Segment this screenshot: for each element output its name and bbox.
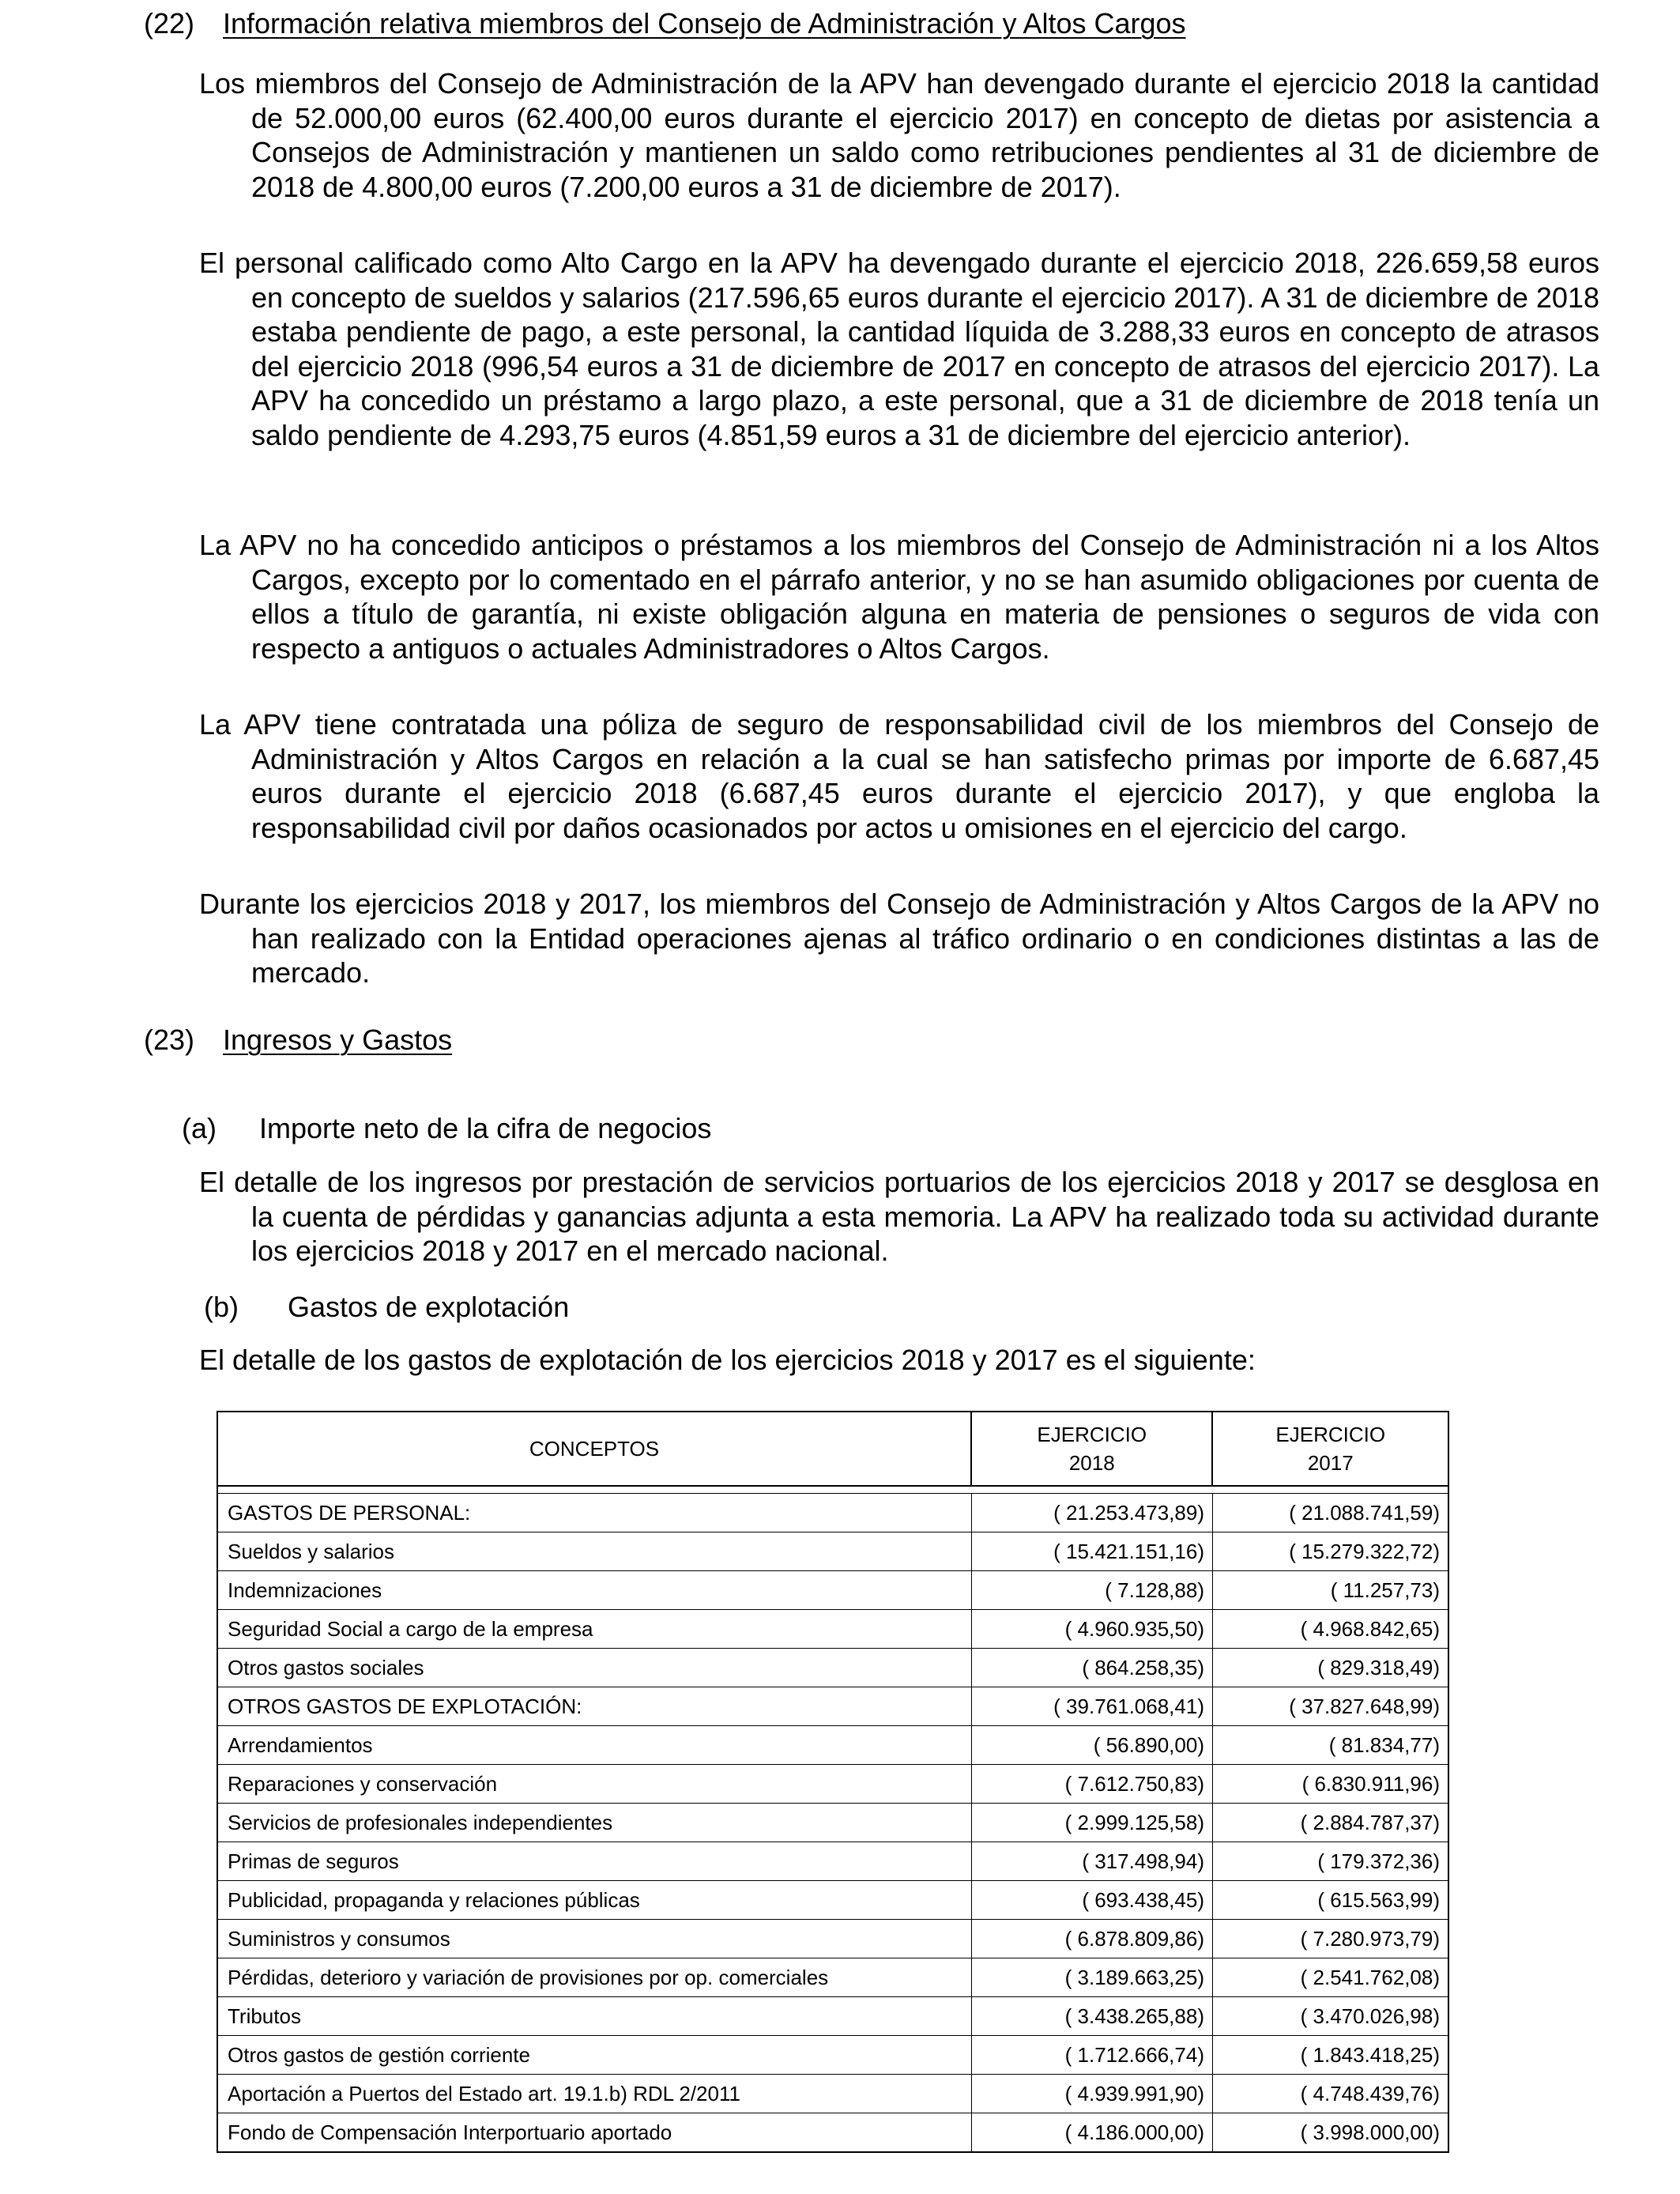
row-value-2018: ( 4.186.000,00) — [971, 2113, 1212, 2153]
row-value-2018: ( 1.712.666,74) — [971, 2036, 1212, 2075]
row-label: Seguridad Social a cargo de la empresa — [217, 1610, 971, 1649]
subsection-b-heading — [204, 1291, 569, 1323]
row-label: GASTOS DE PERSONAL: — [217, 1494, 971, 1532]
row-label: Publicidad, propaganda y relaciones públicas — [217, 1881, 971, 1920]
section-title: Información relativa miembros del Consejo de Administración y Altos Cargos — [223, 7, 1186, 40]
row-value-2018: ( 39.761.068,41) — [971, 1687, 1212, 1726]
subsection-a-heading — [182, 1113, 711, 1144]
paragraph: Durante los ejercicios 2018 y 2017, los miembros del Consejo de Administración y Altos Cargos de la APV no han realizado con la Entidad operaciones ajenas al tráfico ordinario o en condiciones distintas a las de mercado. — [199, 888, 1599, 989]
row-value-2018: ( 693.438,45) — [971, 1881, 1212, 1920]
row-value-2018: ( 864.258,35) — [971, 1649, 1212, 1687]
row-value-2018: ( 15.421.151,16) — [971, 1532, 1212, 1571]
section-title: Ingresos y Gastos — [223, 1023, 453, 1056]
row-value-2018: ( 4.960.935,50) — [971, 1610, 1212, 1649]
paragraph: El personal calificado como Alto Cargo en la APV ha devengado durante el ejercicio 2018, 226.659,58 euros en concepto de sueldos y salarios (217.596,65 euros durante el ejercicio 2017). A 31 de diciembre de 2018 estaba pendiente de pago, a este personal, la cantidad líquida de 3.288,33 euros en concepto de atrasos del ejercicio 2018 (996,54 euros a 31 de diciembre de 2017 en concepto de atrasos del ejercicio 2017). La APV ha concedido un préstamo a largo plazo, a este personal, que a 31 de diciembre de 2018 tenía un saldo pendiente de 4.293,75 euros (4.851,59 euros a 31 de diciembre del ejercicio anterior). — [199, 247, 1599, 451]
paragraph: El detalle de los ingresos por prestación de servicios portuarios de los ejercicios 2018 y 2017 se desglosa en la cuenta de pérdidas y ganancias adjunta a esta memoria. La APV ha realizado toda su actividad durante los ejercicios 2018 y 2017 en el mercado nacional. — [199, 1166, 1599, 1267]
table-row — [217, 1765, 1448, 1804]
row-value-2018: ( 3.189.663,25) — [971, 1958, 1212, 1997]
row-value-2017: ( 2.884.787,37) — [1212, 1804, 1448, 1842]
row-value-2017: ( 37.827.648,99) — [1212, 1687, 1448, 1726]
row-value-2017: ( 2.541.762,08) — [1212, 1958, 1448, 1997]
row-label: Otros gastos sociales — [217, 1649, 971, 1687]
row-value-2018: ( 6.878.809,86) — [971, 1920, 1212, 1958]
header-line: 2018 — [1068, 1451, 1115, 1475]
table-row — [217, 1532, 1448, 1571]
row-value-2017: ( 7.280.973,79) — [1212, 1920, 1448, 1958]
row-value-2017: ( 3.998.000,00) — [1212, 2113, 1448, 2153]
table-row — [217, 1997, 1448, 2036]
table-row — [217, 1842, 1448, 1881]
row-label: Sueldos y salarios — [217, 1532, 971, 1571]
table-row — [217, 1610, 1448, 1649]
row-value-2017: ( 4.748.439,76) — [1212, 2075, 1448, 2113]
table-row — [217, 1804, 1448, 1842]
row-value-2018: ( 21.253.473,89) — [971, 1494, 1212, 1532]
subsection-title: Importe neto de la cifra de negocios — [259, 1112, 712, 1144]
table-row — [217, 1687, 1448, 1726]
row-value-2018: ( 2.999.125,58) — [971, 1804, 1212, 1842]
operating-expenses-table — [217, 1411, 1449, 2153]
table-row — [217, 1920, 1448, 1958]
header-concepts: CONCEPTOS — [217, 1412, 971, 1486]
row-label: Arrendamientos — [217, 1726, 971, 1765]
header-line: EJERCICIO — [1037, 1423, 1147, 1446]
row-label: Aportación a Puertos del Estado art. 19.1.b) RDL 2/2011 — [217, 2075, 971, 2113]
row-value-2017: ( 15.279.322,72) — [1212, 1532, 1448, 1571]
section-number: (22) — [144, 7, 195, 40]
row-label: Tributos — [217, 1997, 971, 2036]
row-value-2017: ( 829.318,49) — [1212, 1649, 1448, 1687]
table-row — [217, 2036, 1448, 2075]
header-year-2018 — [971, 1412, 1212, 1486]
section-23-heading — [144, 1024, 452, 1056]
table-row — [217, 1726, 1448, 1765]
row-label: Suministros y consumos — [217, 1920, 971, 1958]
table-row — [217, 1494, 1448, 1532]
table-intro: El detalle de los gastos de explotación de los ejercicios 2018 y 2017 es el siguiente: — [199, 1344, 1256, 1376]
row-value-2018: ( 317.498,94) — [971, 1842, 1212, 1881]
header-line: 2017 — [1307, 1451, 1354, 1475]
table-row — [217, 1881, 1448, 1920]
row-value-2017: ( 4.968.842,65) — [1212, 1610, 1448, 1649]
row-value-2017: ( 11.257,73) — [1212, 1571, 1448, 1610]
row-label: Primas de seguros — [217, 1842, 971, 1881]
row-value-2018: ( 3.438.265,88) — [971, 1997, 1212, 2036]
row-label: OTROS GASTOS DE EXPLOTACIÓN: — [217, 1687, 971, 1726]
row-label: Pérdidas, deterioro y variación de provisiones por op. comerciales — [217, 1958, 971, 1997]
table-row — [217, 2075, 1448, 2113]
row-value-2017: ( 6.830.911,96) — [1212, 1765, 1448, 1804]
row-value-2017: ( 3.470.026,98) — [1212, 1997, 1448, 2036]
table-row — [217, 2113, 1448, 2153]
row-label: Fondo de Compensación Interportuario aportado — [217, 2113, 971, 2153]
row-value-2017: ( 21.088.741,59) — [1212, 1494, 1448, 1532]
paragraph: Los miembros del Consejo de Administración de la APV han devengado durante el ejercicio 2018 la cantidad de 52.000,00 euros (62.400,00 euros durante el ejercicio 2017) en concepto de dietas por asistencia a Consejos de Administración y mantienen un saldo como retribuciones pendientes al 31 de diciembre de 2018 de 4.800,00 euros (7.200,00 euros a 31 de diciembre de 2017). — [199, 67, 1599, 203]
row-label: Reparaciones y conservación — [217, 1765, 971, 1804]
row-label: Servicios de profesionales independientes — [217, 1804, 971, 1842]
table-row — [217, 1571, 1448, 1610]
subsection-letter: (a) — [182, 1112, 217, 1144]
row-value-2017: ( 1.843.418,25) — [1212, 2036, 1448, 2075]
table-row — [217, 1649, 1448, 1687]
header-line: EJERCICIO — [1275, 1423, 1386, 1446]
section-22-heading — [144, 8, 1186, 40]
row-value-2018: ( 7.128,88) — [971, 1571, 1212, 1610]
subsection-letter: (b) — [204, 1291, 239, 1323]
row-value-2018: ( 56.890,00) — [971, 1726, 1212, 1765]
table-header-row — [217, 1412, 1448, 1486]
row-value-2017: ( 179.372,36) — [1212, 1842, 1448, 1881]
section-number: (23) — [144, 1023, 195, 1056]
row-value-2018: ( 4.939.991,90) — [971, 2075, 1212, 2113]
row-value-2017: ( 81.834,77) — [1212, 1726, 1448, 1765]
row-value-2018: ( 7.612.750,83) — [971, 1765, 1212, 1804]
paragraph: La APV tiene contratada una póliza de seguro de responsabilidad civil de los miembros del Consejo de Administración y Altos Cargos en relación a la cual se han satisfecho primas por importe de 6.687,45 euros durante el ejercicio 2018 (6.687,45 euros durante el ejercicio 2017), y que engloba la responsabilidad civil por daños ocasionados por actos u omisiones en el ejercicio del cargo. — [199, 708, 1599, 844]
header-year-2017 — [1212, 1412, 1448, 1486]
row-label: Indemnizaciones — [217, 1571, 971, 1610]
subsection-title: Gastos de explotación — [288, 1291, 570, 1323]
row-label: Otros gastos de gestión corriente — [217, 2036, 971, 2075]
table-row — [217, 1958, 1448, 1997]
paragraph: La APV no ha concedido anticipos o préstamos a los miembros del Consejo de Administración ni a los Altos Cargos, excepto por lo comentado en el párrafo anterior, y no se han asumido obligaciones por cuenta de ellos a título de garantía, ni existe obligación alguna en materia de pensiones o seguros de vida con respecto a antiguos o actuales Administradores o Altos Cargos. — [199, 529, 1599, 665]
row-value-2017: ( 615.563,99) — [1212, 1881, 1448, 1920]
